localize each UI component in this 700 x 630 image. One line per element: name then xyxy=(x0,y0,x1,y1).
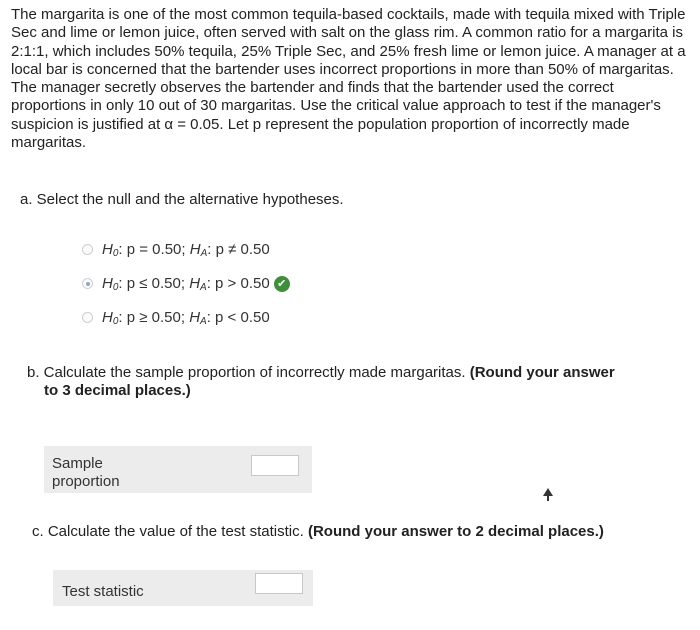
option-text: $H_0$: p ≤ 0.50; $H_A$: p > 0.50 xyxy=(102,274,270,293)
test-statistic-row xyxy=(53,570,313,606)
part-b-prompt: b. Calculate the sample proportion of incorrectly made margaritas. (Round your answer to 3 decimal places.) xyxy=(27,364,615,399)
option-text: $H_0$: p ≥ 0.50; $H_A$: p < 0.50 xyxy=(102,308,270,327)
sample-proportion-row xyxy=(44,446,312,493)
option-text: $H_0$: p = 0.50; $H_A$: p ≠ 0.50 xyxy=(102,240,270,259)
mouse-cursor-icon xyxy=(543,488,553,496)
hypothesis-option-1[interactable] xyxy=(82,238,290,261)
test-statistic-label: Test statistic xyxy=(62,583,144,600)
part-a-prompt: a. Select the null and the alternative hypotheses. xyxy=(20,191,344,208)
problem-statement: The margarita is one of the most common tequila-based cocktails, made with tequila mixed with Triple Sec and lime or lemon juice, often served with salt on the glass rim. A common ratio for a margarita is 2:1:1, which includes 50% tequila, 25% Triple Sec, and 25% fresh lime or lemon juice. A manager at a local bar is concerned that the bartender uses incorrect proportions in more than 50% of margaritas. The manager secretly observes the bartender and finds that the bartender used the correct proportions in only 10 out of 30 margaritas. Use the critical value approach to test if the manager's suspicion is justified at α = 0.05. Let p represent the population proportion of incorrectly made margaritas. xyxy=(11,6,686,152)
radio-button-selected[interactable] xyxy=(82,278,93,289)
part-c-prompt: c. Calculate the value of the test statistic. (Round your answer to 2 decimal places.) xyxy=(32,523,604,540)
radio-button[interactable] xyxy=(82,244,93,255)
checkmark-icon: ✔ xyxy=(274,276,290,292)
sample-proportion-input[interactable] xyxy=(251,455,299,476)
hypothesis-option-2[interactable] xyxy=(82,272,290,295)
radio-button[interactable] xyxy=(82,312,93,323)
hypothesis-options xyxy=(82,238,290,340)
hypothesis-option-3[interactable] xyxy=(82,306,290,329)
test-statistic-input[interactable] xyxy=(255,573,303,594)
sample-proportion-label: Sample proportion xyxy=(52,455,120,490)
